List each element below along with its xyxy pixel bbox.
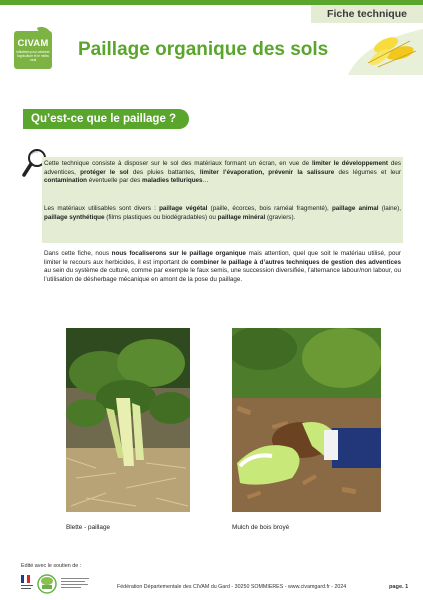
focus-paragraph: Dans cette fiche, nous nous focaliserons sur le paillage organique mais attention, quel que soit le matériau utilisé, pour limiter le recours aux herbicides, il est important de combiner le paillage à d’autres techniques de gestion des adventices au sein du système de culture, comme par exemple le faux semis, une succession diversifiée, l’alternance labour/non labour, ou l’utilisation de désherbage mécanique en amont de la pose du paillage. [44, 250, 401, 283]
photo-chard-mulch [66, 328, 190, 512]
page-title: Paillage organique des sols [78, 39, 329, 60]
photo-wood-mulch [232, 328, 381, 512]
logo-name: CIVAM [17, 37, 49, 49]
document-type-tag: Fiche technique [311, 5, 423, 23]
header [0, 23, 423, 75]
section-title: Qu’est-ce que le paillage ? [23, 109, 189, 129]
page-number: page. 1 [389, 584, 409, 590]
logo-tagline: Initiatives pour valoriser l'agriculture et le milieu rural [16, 49, 50, 62]
civam-logo [14, 31, 52, 69]
intro-paragraph-1: Cette technique consiste à disposer sur le sol des matériaux formant un écran, en vue de limiter le développement des adventices, protéger le sol des pluies battantes, limiter l’évaporation, prévenir la salissure des légumes et leur contamination éventuelle par des maladies telluriques… [44, 160, 402, 185]
logo-leaf-icon [37, 25, 51, 38]
photo-caption-1: Blette - paillage [66, 524, 111, 531]
photo-caption-2: Mulch de bois broyé [232, 524, 290, 531]
partner-logos [21, 573, 111, 595]
decorative-leaves-icon [338, 23, 423, 75]
support-label: Edité avec le soutien de : [21, 563, 82, 569]
intro-paragraph-2: Les matériaux utilisables sont divers : paillage végétal (paille, écorces, bois raméal fragmenté), paillage animal (laine), paillage synthétique (films plastiques ou biodégradables) ou paillage minéral (graviers). [44, 205, 401, 221]
footer-text: Fédération Départementale des CIVAM du Gard - 30250 SOMMIERES - www.civamgard.fr - 2024 [117, 584, 347, 590]
